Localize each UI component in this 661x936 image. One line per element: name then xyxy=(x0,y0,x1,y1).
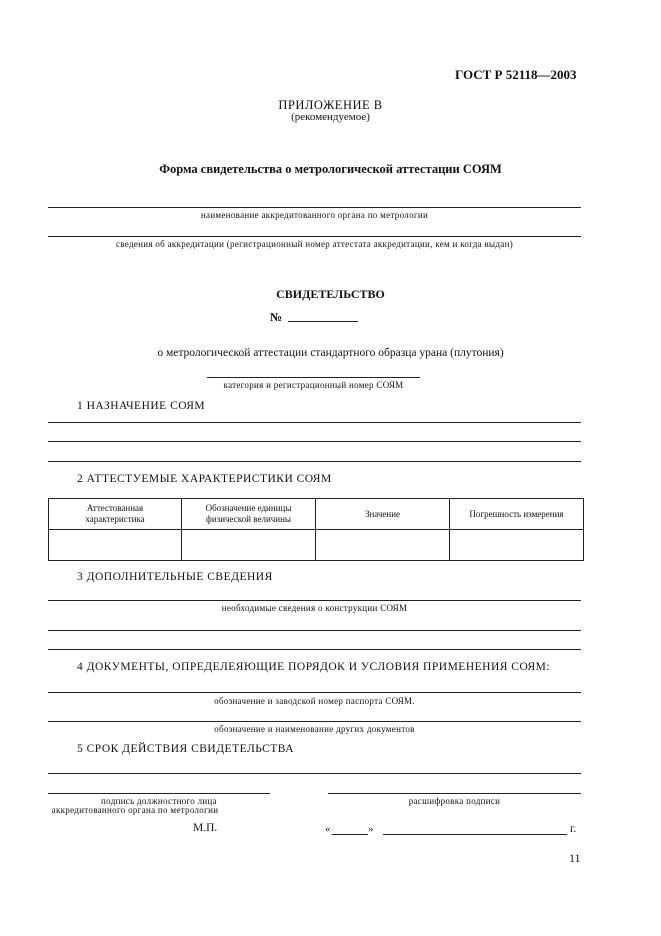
section-3-line-2 xyxy=(48,630,581,631)
header-line: Погрешность измерения xyxy=(469,508,564,519)
decode-line xyxy=(328,793,581,794)
section-4-title: 4 ДОКУМЕНТЫ, ОПРЕДЕЛЕЯЮЩИЕ ПОРЯДОК И УСЛОВИЯ ПРИМЕНЕНИЯ СОЯМ: xyxy=(77,661,551,673)
header-line: физической величины xyxy=(206,514,291,524)
subject-caption: категория и регистрационный номер СОЯМ xyxy=(223,380,404,390)
section-1-line-1 xyxy=(48,422,581,423)
section-3-line-1 xyxy=(48,600,581,601)
section-3-line-3 xyxy=(48,649,581,650)
year-suffix: г. xyxy=(570,823,577,835)
date-close-quote: » xyxy=(368,823,374,835)
signature-caption-1: подпись должностного лица xyxy=(101,796,217,806)
table-cell[interactable] xyxy=(49,530,182,561)
table-row xyxy=(49,530,584,561)
section-4-line-1 xyxy=(48,692,581,693)
accreditation-caption: сведения об аккредитации (регистрационный номер аттестата аккредитации, кем и когда выдан) xyxy=(116,239,513,249)
table-header-cell xyxy=(49,499,182,530)
form-title: Форма свидетельства о метрологической аттестации СОЯМ xyxy=(159,162,502,176)
signature-line xyxy=(48,793,270,794)
header-line: Значение xyxy=(364,508,401,519)
section-1-line-3 xyxy=(48,461,581,462)
section-3-caption: необходимые сведения о конструкции СОЯМ xyxy=(221,603,408,613)
table-cell[interactable] xyxy=(316,530,450,561)
signature-caption-2: аккредитованного органа по метрологии xyxy=(51,805,219,815)
certificate-subject: о метрологической аттестации стандартного образца урана (плутония) xyxy=(157,347,504,359)
section-1-title: 1 НАЗНАЧЕНИЕ СОЯМ xyxy=(77,400,206,412)
certificate-number-label: № xyxy=(270,310,283,324)
issuer-name-caption: наименование аккредитованного органа по метрологии xyxy=(200,210,429,220)
page-number: 11 xyxy=(569,851,581,865)
subject-line xyxy=(207,377,420,378)
section-1-line-2 xyxy=(48,441,581,442)
section-4-caption-1: обозначение и заводской номер паспорта СОЯМ. xyxy=(214,696,415,706)
table-header-row xyxy=(49,499,584,530)
table-header-cell xyxy=(450,499,584,530)
accreditation-line xyxy=(48,236,581,237)
table-header-cell xyxy=(182,499,316,530)
appendix-subtitle: (рекомендуемое) xyxy=(291,111,370,123)
section-4-line-2 xyxy=(48,721,581,722)
table-cell[interactable] xyxy=(450,530,584,561)
decode-caption: расшифровка подписи xyxy=(408,796,501,806)
date-day-line xyxy=(332,834,368,835)
header-line: Аттестованная xyxy=(86,503,144,513)
standard-designation: ГОСТ Р 52118—2003 xyxy=(455,67,577,82)
header-line: характеристика xyxy=(85,514,145,524)
date-open-quote: « xyxy=(325,823,331,835)
appendix-title: ПРИЛОЖЕНИЕ В xyxy=(278,98,383,112)
date-month-line xyxy=(383,834,567,835)
issuer-name-line xyxy=(48,207,581,208)
characteristics-table xyxy=(48,498,584,561)
table-header-cell xyxy=(316,499,450,530)
header-line: Обозначение единицы xyxy=(205,503,292,513)
section-2-title: 2 АТТЕСТУЕМЫЕ ХАРАКТЕРИСТИКИ СОЯМ xyxy=(77,473,332,485)
section-5-line xyxy=(48,773,581,774)
section-4-caption-2: обозначение и наименование других документов xyxy=(214,724,415,734)
section-3-title: 3 ДОПОЛНИТЕЛЬНЫЕ СВЕДЕНИЯ xyxy=(77,571,273,583)
stamp-label: М.П. xyxy=(193,822,218,834)
section-5-title: 5 СРОК ДЕЙСТВИЯ СВИДЕТЕЛЬСТВА xyxy=(77,743,295,755)
certificate-number-line xyxy=(288,321,358,322)
certificate-heading: СВИДЕТЕЛЬСТВО xyxy=(276,287,385,301)
table-cell[interactable] xyxy=(182,530,316,561)
